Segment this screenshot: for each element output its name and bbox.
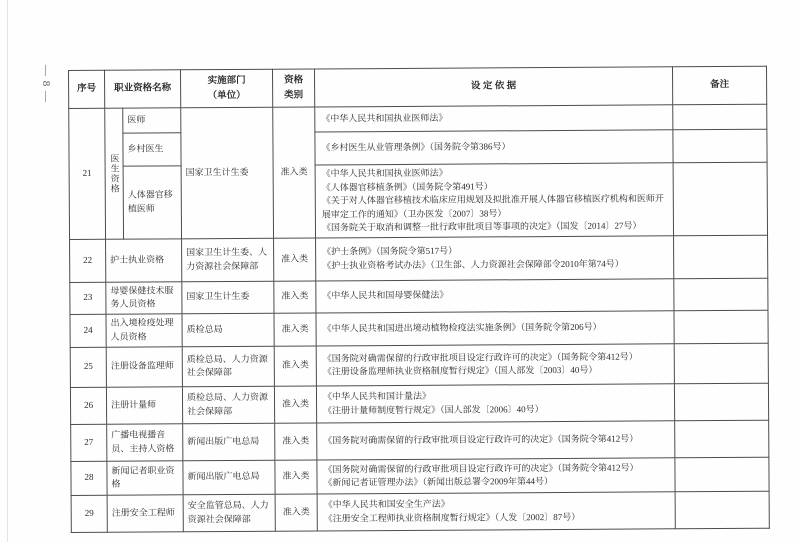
cell-name: 护士执业资格: [106, 238, 182, 281]
table-row-21b: [69, 129, 767, 166]
cell-name: 注册计量师: [106, 386, 182, 423]
cell-category: 准入类: [274, 312, 316, 345]
cell-category: 准入类: [275, 422, 317, 459]
cell-no: 22: [70, 239, 106, 282]
cell-category: 准入类: [274, 385, 316, 422]
cell-basis: 《中华人民共和国计量法》 《注册计量师制度暂行规定》（国人部发〔2006〕40号）: [316, 383, 674, 422]
cell-dept: 国家卫生计生委、人力资源社会保障部: [182, 238, 274, 282]
cell-category: 准入类: [274, 345, 316, 385]
table-row: [70, 383, 768, 424]
cell-dept: 质检总局: [182, 313, 274, 347]
cell-no: 26: [70, 387, 106, 424]
cell-remark: [675, 491, 769, 529]
cell-no: 24: [70, 314, 106, 347]
table-row: [70, 343, 768, 387]
cell-dept: 新闻出版广电总局: [183, 460, 275, 495]
scan-edge-line: [7, 0, 8, 542]
cell-name: 新闻记者职业资格: [107, 460, 183, 494]
col-header-no: 序号: [69, 70, 105, 108]
cell-name: 出入境检疫处理人员资格: [106, 313, 182, 346]
cell-basis: 《中华人民共和国执业医师法》 《人体器官移植条例》（国务院令第491号） 《关于对人体器官移植技术临床应用规划及拟批准开展人体器官移植医疗机构和医师开展审定工作的通知》（卫办医发〔2007〕38号） 《国务院关于取消和调整一批行政审批项目等事项的决定》（国发〔2014〕27号）: [315, 163, 673, 238]
cell-no: 27: [71, 424, 107, 461]
cell-no: 21: [69, 108, 106, 239]
cell-remark: [674, 235, 768, 279]
cell-name: 广播电视播音员、主持人资格: [107, 423, 183, 460]
cell-remark: [674, 310, 768, 344]
cell-name: 乡村医生: [123, 133, 181, 166]
cell-category: 准入类: [275, 459, 317, 493]
qualification-table: [68, 66, 770, 533]
page-number: — 8 —: [40, 65, 52, 103]
col-header-category: 资格 类别: [273, 69, 315, 107]
col-header-remark: 备注: [673, 66, 767, 105]
cell-dept: 新闻出版广电总局: [183, 423, 275, 461]
cell-name: 注册安全工程师: [107, 494, 183, 531]
cell-remark: [674, 383, 768, 421]
cell-category: 准入类: [273, 107, 316, 238]
cell-basis: 《国务院对确需保留的行政审批项目设定行政许可的决定》（国务院令第412号） 《新闻记者证管理办法》（新闻出版总署令2009年第44号）: [317, 457, 675, 493]
cell-basis: 《中华人民共和国执业医师法》: [315, 105, 673, 132]
cell-no: 28: [71, 461, 107, 495]
cell-name: 母婴保健技术服务人员资格: [106, 281, 182, 313]
cell-dept: 国家卫生计生委: [181, 107, 274, 238]
col-header-dept: 实施部门 （单位）: [181, 69, 273, 108]
cell-name: 人体器官移植医师: [123, 166, 181, 239]
cell-remark: [675, 420, 769, 458]
cell-remark: [675, 457, 769, 492]
cell-dept: 质检总局、人力资源社会保障部: [182, 346, 274, 387]
cell-basis: 《国务院对确需保留的行政审批项目设定行政许可的决定》（国务院令第412号）: [317, 420, 675, 459]
cell-basis: 《乡村医生从业管理条例》（国务院令第386号）: [315, 130, 673, 165]
group-label-text: 医生资格: [109, 153, 120, 194]
cell-name: 医师: [123, 108, 181, 133]
cell-basis: 《中华人民共和国安全生产法》 《注册安全工程师执业资格制度暂行规定》（人发〔2002〕87号）: [317, 491, 675, 530]
cell-group-label: [105, 108, 124, 239]
cell-no: 25: [70, 347, 106, 387]
cell-category: 准入类: [275, 493, 317, 530]
cell-category: 准入类: [274, 237, 316, 280]
table-row-21c: [69, 162, 767, 239]
col-header-name: 职业资格名称: [105, 70, 181, 108]
cell-remark: [673, 129, 767, 163]
cell-name: 注册设备监理师: [106, 346, 182, 386]
cell-remark: [674, 343, 768, 384]
col-header-basis: 设 定 依 据: [315, 67, 673, 107]
cell-dept: 安全监管总局、人力资源社会保障部: [183, 494, 275, 532]
table-row: [71, 457, 769, 495]
cell-category: 准入类: [274, 280, 316, 312]
cell-remark: [674, 278, 768, 311]
qualification-table-wrap: [68, 66, 770, 533]
cell-basis: 《国务院对确需保留的行政审批项目设定行政许可的决定》（国务院令第412号） 《注册设备监理师执业资格制度暂行规定》（国人部发〔2003〕40号）: [316, 343, 674, 385]
table-row: [70, 310, 768, 347]
cell-dept: 国家卫生计生委: [182, 281, 274, 314]
table-row: [70, 278, 768, 314]
cell-no: 23: [70, 282, 106, 314]
cell-basis: 《护士条例》（国务院令第517号） 《护士执业资格考试办法》（卫生部、人力资源社会保障部令2010年第74号）: [316, 235, 674, 280]
table-row: [71, 420, 769, 461]
cell-no: 29: [71, 495, 107, 532]
cell-dept: 质检总局、人力资源社会保障部: [182, 386, 274, 424]
cell-remark: [673, 162, 767, 235]
cell-remark: [673, 104, 767, 130]
table-header-row: [69, 66, 767, 108]
table-row: [70, 235, 768, 282]
cell-basis: 《中华人民共和国进出境动植物检疫法实施条例》（国务院令第206号）: [316, 310, 674, 345]
cell-basis: 《中华人民共和国母婴保健法》: [316, 278, 674, 312]
table-row: [71, 491, 769, 532]
